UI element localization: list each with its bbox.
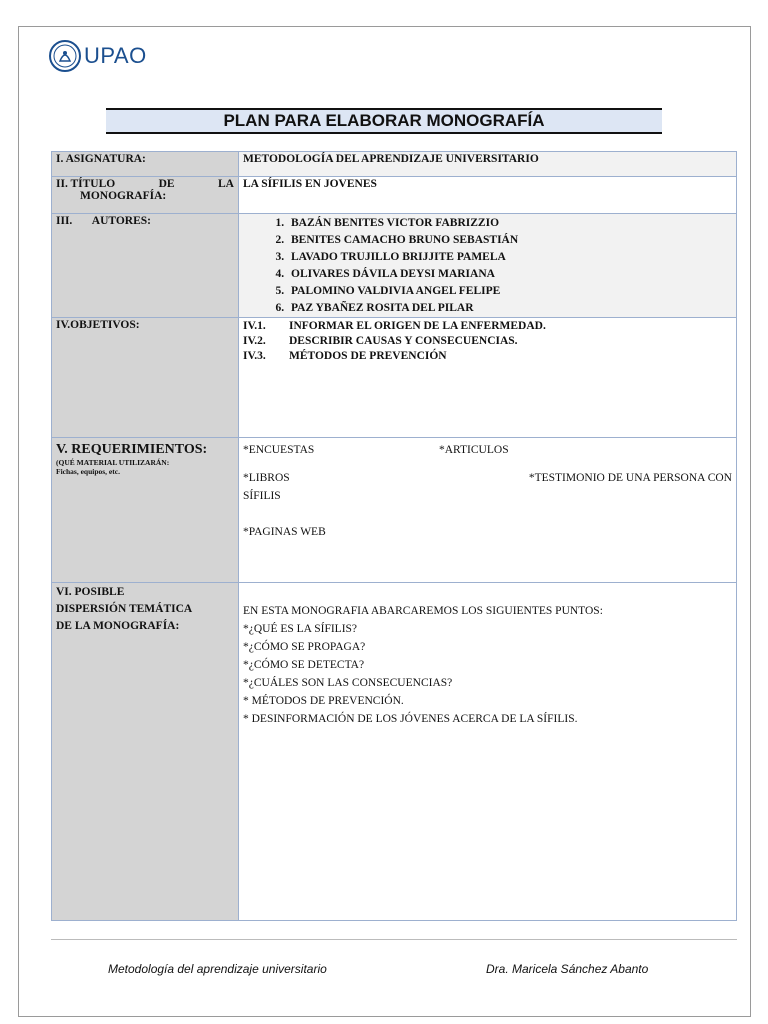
label-titulo [52, 177, 239, 214]
value-objetivos [239, 318, 737, 438]
objective-number: IV.1. [243, 320, 266, 332]
plan-table [51, 151, 737, 921]
row-titulo [52, 177, 737, 214]
dispersion-intro: EN ESTA MONOGRAFIA ABARCAREMOS LOS SIGUIENTES PUNTOS: [243, 605, 603, 617]
document-title: PLAN PARA ELABORAR MONOGRAFÍA [106, 108, 662, 134]
footer-divider [51, 939, 737, 940]
req-paginas-web: *PAGINAS WEB [243, 526, 326, 538]
objective-item [243, 319, 732, 334]
list-item: *¿CUÁLES SON LAS CONSECUENCIAS? [243, 677, 453, 689]
footer-course: Metodología del aprendizaje universitario [108, 962, 327, 976]
list-item: 4. OLIVARES DÁVILA DEYSI MARIANA [287, 266, 732, 283]
row-dispersion [52, 583, 737, 921]
objective-item [243, 334, 732, 349]
req-libros: *LIBROS [243, 472, 290, 484]
objective-number: IV.3. [243, 350, 266, 362]
label-requerimientos-sub2: Fichas, equipos, etc. [56, 467, 120, 476]
label-objetivos: IV.OBJETIVOS: [52, 318, 239, 438]
list-item: 3. LAVADO TRUJILLO BRIJJITE PAMELA [287, 249, 732, 266]
label-requerimientos-sub1: (QUÉ MATERIAL UTILIZARÁN: [56, 458, 170, 467]
row-objetivos [52, 318, 737, 438]
value-dispersion [239, 583, 737, 921]
objective-text: DESCRIBIR CAUSAS Y CONSECUENCIAS. [289, 335, 518, 347]
label-dispersion-b: DISPERSIÓN TEMÁTICA [56, 603, 193, 615]
list-item: * MÉTODOS DE PREVENCIÓN. [243, 695, 404, 707]
objective-item [243, 349, 732, 364]
university-logo [48, 38, 147, 74]
label-titulo-a: II. TÍTULO [56, 178, 116, 190]
label-asignatura: I. ASIGNATURA: [52, 152, 239, 177]
label-requerimientos-main: V. REQUERIMIENTOS: [56, 442, 208, 457]
list-item: 1. BAZÁN BENITES VICTOR FABRIZZIO [287, 215, 732, 232]
list-item: *¿QUÉ ES LA SÍFILIS? [243, 623, 358, 635]
footer-author: Dra. Maricela Sánchez Abanto [486, 962, 649, 976]
row-requerimientos [52, 438, 737, 583]
req-encuestas: *ENCUESTAS [243, 444, 315, 456]
list-item: 6. PAZ YBAÑEZ ROSITA DEL PILAR [287, 300, 732, 317]
value-autores [239, 214, 737, 318]
authors-list [243, 215, 732, 317]
value-titulo: LA SÍFILIS EN JOVENES [239, 177, 737, 214]
logo-text: UPAO [84, 43, 147, 68]
label-autores: III. AUTORES: [52, 214, 239, 318]
req-articulos: *ARTICULOS [439, 444, 509, 456]
label-titulo-b: DE [158, 178, 175, 190]
label-requerimientos [52, 438, 239, 583]
label-titulo-d: MONOGRAFÍA: [80, 190, 167, 202]
row-autores [52, 214, 737, 318]
label-dispersion-c: DE LA MONOGRAFÍA: [56, 620, 180, 632]
req-testimonio: *TESTIMONIO DE UNA PERSONA CON [528, 472, 732, 484]
objective-text: MÉTODOS DE PREVENCIÓN [289, 350, 447, 362]
university-seal-icon [48, 39, 82, 73]
value-asignatura: METODOLOGÍA DEL APRENDIZAJE UNIVERSITARIO [239, 152, 737, 177]
list-item: * DESINFORMACIÓN DE LOS JÓVENES ACERCA DE LA SÍFILIS. [243, 713, 578, 725]
objective-text: INFORMAR EL ORIGEN DE LA ENFERMEDAD. [289, 320, 546, 332]
row-asignatura [52, 152, 737, 177]
objective-number: IV.2. [243, 335, 266, 347]
req-testimonio-cont: SÍFILIS [243, 490, 281, 502]
list-item: *¿CÓMO SE DETECTA? [243, 659, 365, 671]
label-dispersion [52, 583, 239, 921]
label-dispersion-a: VI. POSIBLE [56, 586, 125, 598]
label-titulo-c: LA [218, 178, 234, 190]
list-item: *¿CÓMO SE PROPAGA? [243, 641, 366, 653]
list-item: 5. PALOMINO VALDIVIA ANGEL FELIPE [287, 283, 732, 300]
list-item: 2. BENITES CAMACHO BRUNO SEBASTIÁN [287, 232, 732, 249]
value-requerimientos [239, 438, 737, 583]
